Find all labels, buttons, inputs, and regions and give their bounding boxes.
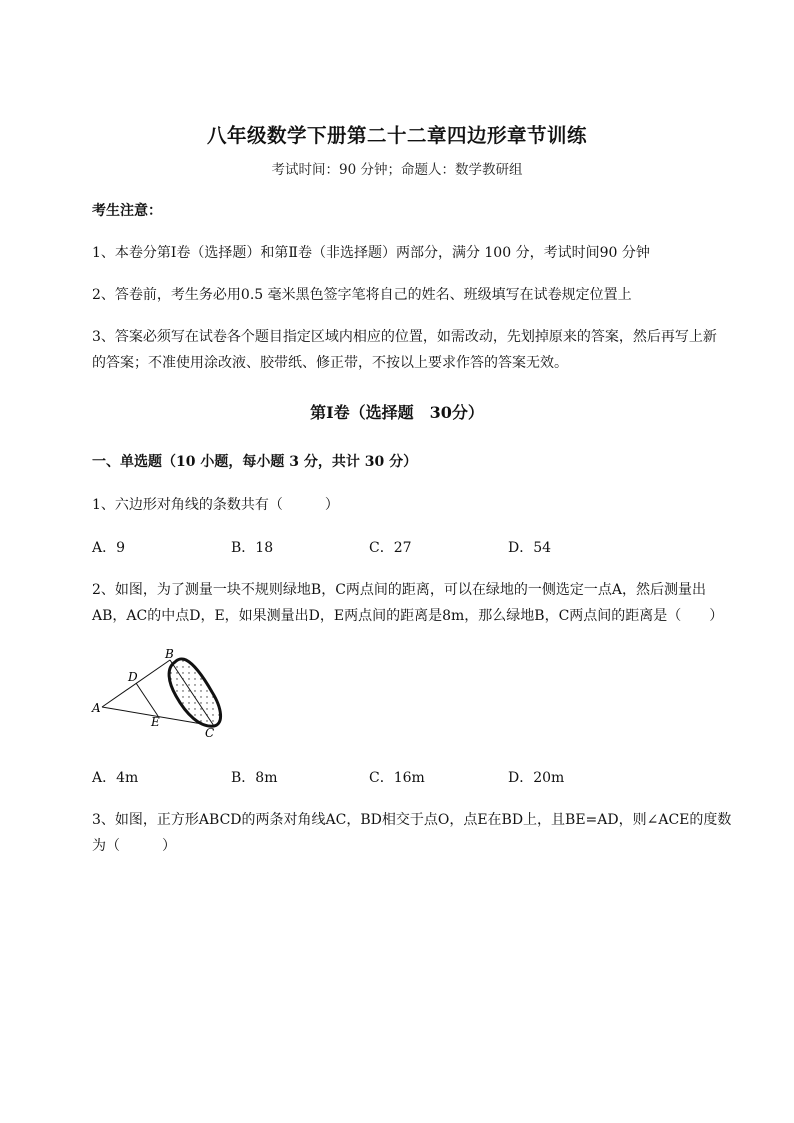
label-d: D bbox=[128, 670, 138, 684]
question-2-option-d: D．20m bbox=[508, 770, 565, 786]
question-1-option-a: A．9 bbox=[92, 540, 126, 556]
question-2-stem-line-1: 2、如图，为了测量一块不规则绿地B，C两点间的距离，可以在绿地的一侧选定一点A，然后测量出 bbox=[92, 582, 707, 598]
question-2-option-b: B．8m bbox=[231, 770, 278, 786]
question-2-figure bbox=[90, 646, 240, 746]
question-2-option-a: A．4m bbox=[92, 770, 139, 786]
page-title: 八年级数学下册第二十二章四边形章节训练 bbox=[206, 124, 587, 147]
notice-heading: 考生注意： bbox=[92, 203, 162, 219]
label-e: E bbox=[151, 715, 160, 729]
part-title: 一、单选题（10 小题，每小题 3 分，共计 30 分） bbox=[92, 454, 418, 470]
question-1-option-c: C．27 bbox=[369, 540, 412, 556]
label-a: A bbox=[92, 701, 101, 715]
notice-item-2: 2、答卷前，考生务必用0.5 毫米黑色签字笔将自己的姓名、班级填写在试卷规定位置上 bbox=[92, 287, 632, 303]
question-3-stem-line-2: 为（ ） bbox=[92, 838, 176, 854]
question-2-option-c: C．16m bbox=[369, 770, 425, 786]
question-1-stem: 1、六边形对角线的条数共有（ ） bbox=[92, 497, 339, 513]
page-subtitle: 考试时间：90 分钟；命题人：数学教研组 bbox=[271, 162, 523, 178]
section-title: 第Ⅰ卷（选择题 30分） bbox=[310, 403, 484, 422]
greenland-shape bbox=[169, 659, 220, 726]
segment-de bbox=[136, 683, 158, 716]
label-b: B bbox=[165, 647, 174, 661]
notice-item-3: 3、答案必须写在试卷各个题目指定区域内相应的位置，如需改动，先划掉原来的答案，然后再写上新 bbox=[92, 329, 717, 345]
question-1-option-b: B．18 bbox=[231, 540, 274, 556]
notice-item-3-cont: 的答案；不准使用涂改液、胶带纸、修正带，不按以上要求作答的答案无效。 bbox=[92, 355, 568, 371]
label-c: C bbox=[205, 726, 215, 740]
question-1-option-d: D．54 bbox=[508, 540, 552, 556]
question-2-stem-line-2: AB，AC的中点D，E，如果测量出D，E两点间的距离是8m，那么绿地B，C两点间的距离是（ ） bbox=[92, 608, 724, 624]
notice-item-1: 1、本卷分第Ⅰ卷（选择题）和第Ⅱ卷（非选择题）两部分，满分 100 分，考试时间90 分钟 bbox=[92, 245, 650, 261]
question-3-stem-line-1: 3、如图，正方形ABCD的两条对角线AC，BD相交于点O，点E在BD上，且BE=AD，则∠ACE的度数 bbox=[92, 812, 732, 828]
